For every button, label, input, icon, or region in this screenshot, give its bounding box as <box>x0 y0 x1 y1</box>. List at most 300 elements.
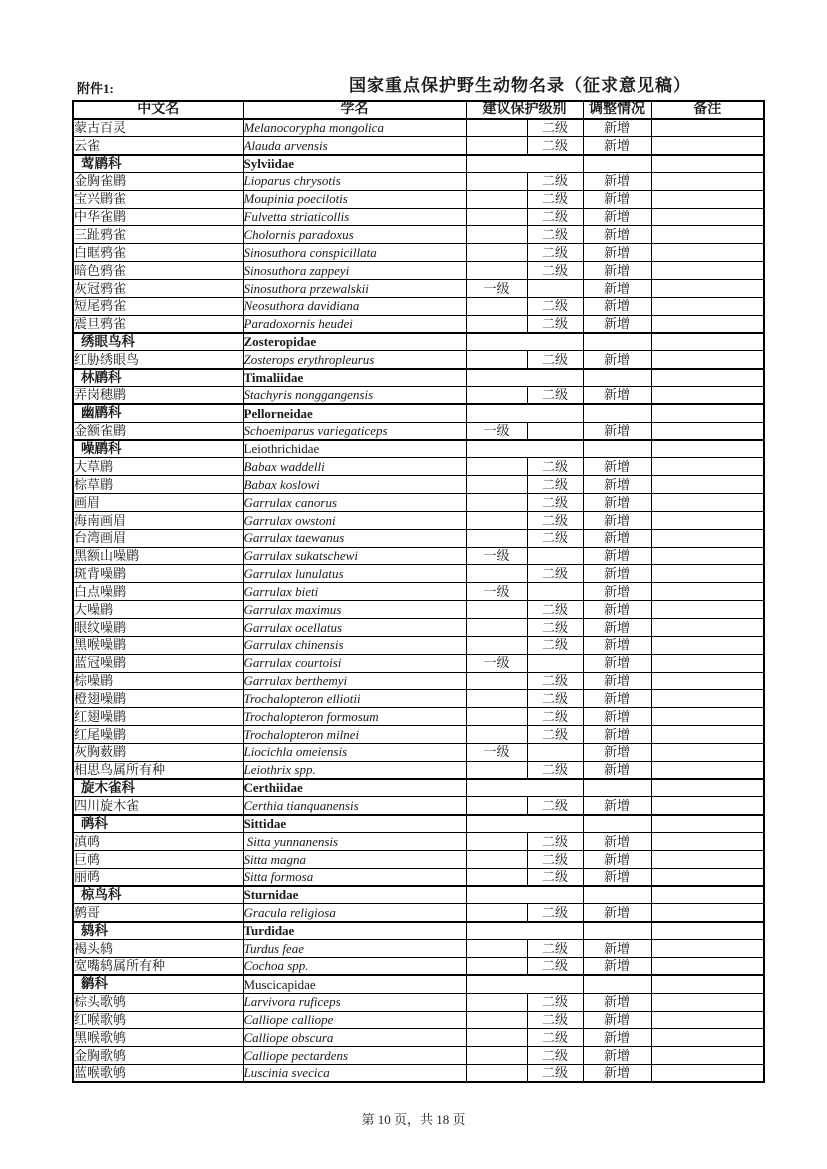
species-row <box>73 993 764 1011</box>
protection-level-class1-cell <box>466 708 527 726</box>
chinese-name-cell: 红喉歌鸲 <box>73 1011 243 1029</box>
adjustment-cell <box>583 369 651 387</box>
protection-level-class2-cell: 二级 <box>527 958 583 976</box>
chinese-name-cell: 黑喉噪鹛 <box>73 636 243 654</box>
chinese-name-cell: 中华雀鹛 <box>73 208 243 226</box>
scientific-name-cell: Sturnidae <box>243 886 466 904</box>
scientific-name-cell: Sitta formosa <box>243 868 466 886</box>
protection-level-class1-cell: 一级 <box>466 654 527 672</box>
chinese-name-cell: 黑额山噪鹛 <box>73 547 243 565</box>
adjustment-cell: 新增 <box>583 262 651 280</box>
protection-level-class2-cell: 二级 <box>527 351 583 369</box>
scientific-name-cell: Garrulax taewanus <box>243 529 466 547</box>
adjustment-cell: 新增 <box>583 583 651 601</box>
protection-level-cell <box>466 404 583 422</box>
protection-level-class2-cell: 二级 <box>527 1011 583 1029</box>
family-row <box>73 975 764 993</box>
adjustment-cell: 新增 <box>583 797 651 815</box>
protection-level-class2-cell: 二级 <box>527 208 583 226</box>
adjustment-cell: 新增 <box>583 279 651 297</box>
chinese-name-cell: 大噪鹛 <box>73 601 243 619</box>
chinese-name-cell: 旋木雀科 <box>73 779 243 797</box>
adjustment-cell: 新增 <box>583 476 651 494</box>
protection-level-class1-cell <box>466 297 527 315</box>
protection-level-class1-cell <box>466 618 527 636</box>
chinese-name-cell: 绣眼鸟科 <box>73 333 243 351</box>
scientific-name-cell: Stachyris nonggangensis <box>243 387 466 405</box>
scientific-name-cell: Moupinia poecilotis <box>243 190 466 208</box>
protection-level-class1-cell: 一级 <box>466 422 527 440</box>
remark-cell <box>651 155 764 173</box>
remark-cell <box>651 297 764 315</box>
protection-level-class2-cell: 二级 <box>527 1065 583 1083</box>
chinese-name-cell: 巨䴓 <box>73 850 243 868</box>
column-header-remark: 备注 <box>651 101 764 119</box>
chinese-name-cell: 相思鸟属所有种 <box>73 761 243 779</box>
scientific-name-cell: Larvivora ruficeps <box>243 993 466 1011</box>
remark-cell <box>651 244 764 262</box>
protection-level-class1-cell <box>466 226 527 244</box>
adjustment-cell: 新增 <box>583 654 651 672</box>
chinese-name-cell: 大草鹛 <box>73 458 243 476</box>
remark-cell <box>651 886 764 904</box>
protection-level-class1-cell <box>466 119 527 137</box>
scientific-name-cell: Sittidae <box>243 815 466 833</box>
column-header-scientific-name: 学名 <box>243 101 466 119</box>
scientific-name-cell: Calliope obscura <box>243 1029 466 1047</box>
family-row <box>73 155 764 173</box>
protection-level-class2-cell: 二级 <box>527 244 583 262</box>
remark-cell <box>651 636 764 654</box>
protection-level-class2-cell: 二级 <box>527 297 583 315</box>
protection-level-class2-cell <box>527 743 583 761</box>
adjustment-cell <box>583 404 651 422</box>
scientific-name-cell: Garrulax ocellatus <box>243 618 466 636</box>
chinese-name-cell: 白眶鸦雀 <box>73 244 243 262</box>
species-row <box>73 1065 764 1083</box>
protection-level-cell <box>466 440 583 458</box>
protection-level-class1-cell <box>466 351 527 369</box>
protection-level-class2-cell: 二级 <box>527 565 583 583</box>
adjustment-cell: 新增 <box>583 690 651 708</box>
species-row <box>73 351 764 369</box>
protection-level-class2-cell: 二级 <box>527 797 583 815</box>
chinese-name-cell: 眼纹噪鹛 <box>73 618 243 636</box>
species-row <box>73 654 764 672</box>
table-header <box>73 101 764 119</box>
adjustment-cell: 新增 <box>583 1065 651 1083</box>
chinese-name-cell: 台湾画眉 <box>73 529 243 547</box>
chinese-name-cell: 蓝喉歌鸲 <box>73 1065 243 1083</box>
chinese-name-cell: 䴓科 <box>73 815 243 833</box>
chinese-name-cell: 红尾噪鹛 <box>73 726 243 744</box>
chinese-name-cell: 红翅噪鹛 <box>73 708 243 726</box>
scientific-name-cell: Melanocorypha mongolica <box>243 119 466 137</box>
adjustment-cell: 新增 <box>583 1029 651 1047</box>
chinese-name-cell: 金胸歌鸲 <box>73 1047 243 1065</box>
protection-level-class2-cell: 二级 <box>527 529 583 547</box>
protection-level-class1-cell <box>466 850 527 868</box>
chinese-name-cell: 四川旋木雀 <box>73 797 243 815</box>
adjustment-cell: 新增 <box>583 458 651 476</box>
remark-cell <box>651 779 764 797</box>
scientific-name-cell: Sylviidae <box>243 155 466 173</box>
remark-cell <box>651 1029 764 1047</box>
protection-level-class1-cell <box>466 458 527 476</box>
protection-level-class1-cell <box>466 387 527 405</box>
species-row <box>73 476 764 494</box>
scientific-name-cell: Zosterops erythropleurus <box>243 351 466 369</box>
remark-cell <box>651 422 764 440</box>
protection-level-class2-cell <box>527 547 583 565</box>
scientific-name-cell: Timaliidae <box>243 369 466 387</box>
protection-level-class1-cell <box>466 868 527 886</box>
species-row <box>73 511 764 529</box>
scientific-name-cell: Fulvetta striaticollis <box>243 208 466 226</box>
chinese-name-cell: 黑喉歌鸲 <box>73 1029 243 1047</box>
species-row <box>73 690 764 708</box>
scientific-name-cell: Leiothrix spp. <box>243 761 466 779</box>
chinese-name-cell: 暗色鸦雀 <box>73 262 243 280</box>
adjustment-cell <box>583 975 651 993</box>
species-row <box>73 458 764 476</box>
remark-cell <box>651 494 764 512</box>
remark-cell <box>651 226 764 244</box>
species-row <box>73 226 764 244</box>
table-header-row <box>73 101 764 119</box>
scientific-name-cell: Pellorneidae <box>243 404 466 422</box>
protection-level-class1-cell <box>466 494 527 512</box>
adjustment-cell: 新增 <box>583 565 651 583</box>
remark-cell <box>651 476 764 494</box>
adjustment-cell <box>583 440 651 458</box>
remark-cell <box>651 654 764 672</box>
scientific-name-cell: Trochalopteron formosum <box>243 708 466 726</box>
adjustment-cell: 新增 <box>583 1047 651 1065</box>
protection-level-class2-cell: 二级 <box>527 226 583 244</box>
chinese-name-cell: 宽嘴鸫属所有种 <box>73 958 243 976</box>
scientific-name-cell: Alauda arvensis <box>243 137 466 155</box>
scientific-name-cell: Certhiidae <box>243 779 466 797</box>
family-row <box>73 886 764 904</box>
species-row <box>73 565 764 583</box>
protection-level-class2-cell: 二级 <box>527 993 583 1011</box>
scientific-name-cell: Cochoa spp. <box>243 958 466 976</box>
protection-level-class1-cell <box>466 636 527 654</box>
adjustment-cell <box>583 886 651 904</box>
adjustment-cell <box>583 815 651 833</box>
column-header-adjustment: 调整情况 <box>583 101 651 119</box>
scientific-name-cell: Lioparus chrysotis <box>243 172 466 190</box>
protection-level-class1-cell <box>466 1065 527 1083</box>
scientific-name-cell: Paradoxornis heudei <box>243 315 466 333</box>
remark-cell <box>651 190 764 208</box>
protection-level-class1-cell <box>466 172 527 190</box>
protection-level-class1-cell: 一级 <box>466 547 527 565</box>
protection-level-cell <box>466 333 583 351</box>
chinese-name-cell: 云雀 <box>73 137 243 155</box>
protection-level-class2-cell: 二级 <box>527 618 583 636</box>
remark-cell <box>651 440 764 458</box>
chinese-name-cell: 鹟科 <box>73 975 243 993</box>
species-row <box>73 547 764 565</box>
species-row <box>73 494 764 512</box>
remark-cell <box>651 708 764 726</box>
chinese-name-cell: 红胁绣眼鸟 <box>73 351 243 369</box>
protection-level-class2-cell: 二级 <box>527 315 583 333</box>
scientific-name-cell: Sinosuthora conspicillata <box>243 244 466 262</box>
scientific-name-cell: Garrulax bieti <box>243 583 466 601</box>
chinese-name-cell: 短尾鸦雀 <box>73 297 243 315</box>
adjustment-cell: 新增 <box>583 833 651 851</box>
protection-level-class1-cell <box>466 958 527 976</box>
chinese-name-cell: 幽鹛科 <box>73 404 243 422</box>
remark-cell <box>651 833 764 851</box>
protection-level-class2-cell: 二级 <box>527 262 583 280</box>
species-row <box>73 137 764 155</box>
species-row <box>73 797 764 815</box>
species-row <box>73 172 764 190</box>
family-row <box>73 815 764 833</box>
remark-cell <box>651 369 764 387</box>
remark-cell <box>651 922 764 940</box>
species-row <box>73 262 764 280</box>
scientific-name-cell: Gracula religiosa <box>243 904 466 922</box>
adjustment-cell: 新增 <box>583 315 651 333</box>
adjustment-cell: 新增 <box>583 958 651 976</box>
remark-cell <box>651 690 764 708</box>
protection-level-cell <box>466 886 583 904</box>
species-table-body <box>73 119 764 1083</box>
adjustment-cell <box>583 922 651 940</box>
scientific-name-cell: Certhia tianquanensis <box>243 797 466 815</box>
scientific-name-cell: Cholornis paradoxus <box>243 226 466 244</box>
attachment-label: 附件1: <box>77 81 114 96</box>
scientific-name-cell: Muscicapidae <box>243 975 466 993</box>
remark-cell <box>651 815 764 833</box>
scientific-name-cell: Sitta yunnanensis <box>243 833 466 851</box>
remark-cell <box>651 511 764 529</box>
adjustment-cell: 新增 <box>583 137 651 155</box>
protection-level-cell <box>466 779 583 797</box>
adjustment-cell: 新增 <box>583 172 651 190</box>
protection-level-class1-cell <box>466 476 527 494</box>
remark-cell <box>651 333 764 351</box>
protection-level-class2-cell: 二级 <box>527 137 583 155</box>
chinese-name-cell: 橙翅噪鹛 <box>73 690 243 708</box>
protection-level-cell <box>466 975 583 993</box>
adjustment-cell: 新增 <box>583 226 651 244</box>
adjustment-cell: 新增 <box>583 601 651 619</box>
protection-level-class2-cell: 二级 <box>527 387 583 405</box>
species-row <box>73 904 764 922</box>
protection-level-class1-cell <box>466 797 527 815</box>
remark-cell <box>651 672 764 690</box>
page-number-footer: 第 10 页，共 18 页 <box>361 1112 466 1127</box>
scientific-name-cell: Babax waddelli <box>243 458 466 476</box>
adjustment-cell: 新增 <box>583 547 651 565</box>
protection-level-class2-cell: 二级 <box>527 833 583 851</box>
chinese-name-cell: 椋鸟科 <box>73 886 243 904</box>
adjustment-cell: 新增 <box>583 761 651 779</box>
adjustment-cell: 新增 <box>583 208 651 226</box>
species-row <box>73 868 764 886</box>
protection-level-cell <box>466 369 583 387</box>
chinese-name-cell: 画眉 <box>73 494 243 512</box>
remark-cell <box>651 1047 764 1065</box>
adjustment-cell: 新增 <box>583 672 651 690</box>
adjustment-cell: 新增 <box>583 708 651 726</box>
species-row <box>73 636 764 654</box>
remark-cell <box>651 529 764 547</box>
chinese-name-cell: 弄岗穗鹛 <box>73 387 243 405</box>
chinese-name-cell: 金额雀鹛 <box>73 422 243 440</box>
adjustment-cell: 新增 <box>583 529 651 547</box>
chinese-name-cell: 棕草鹛 <box>73 476 243 494</box>
chinese-name-cell: 金胸雀鹛 <box>73 172 243 190</box>
adjustment-cell: 新增 <box>583 119 651 137</box>
protection-level-class1-cell <box>466 761 527 779</box>
remark-cell <box>651 618 764 636</box>
remark-cell <box>651 547 764 565</box>
species-row <box>73 833 764 851</box>
adjustment-cell: 新增 <box>583 850 651 868</box>
chinese-name-cell: 海南画眉 <box>73 511 243 529</box>
protection-level-class2-cell: 二级 <box>527 494 583 512</box>
chinese-name-cell: 滇䴓 <box>73 833 243 851</box>
protection-level-class1-cell <box>466 940 527 958</box>
chinese-name-cell: 白点噪鹛 <box>73 583 243 601</box>
protection-level-class1-cell <box>466 690 527 708</box>
scientific-name-cell: Zosteropidae <box>243 333 466 351</box>
scientific-name-cell: Garrulax owstoni <box>243 511 466 529</box>
chinese-name-cell: 棕头歌鸲 <box>73 993 243 1011</box>
remark-cell <box>651 904 764 922</box>
chinese-name-cell: 丽䴓 <box>73 868 243 886</box>
species-row <box>73 708 764 726</box>
adjustment-cell: 新增 <box>583 351 651 369</box>
protection-level-class1-cell <box>466 262 527 280</box>
protection-level-class1-cell <box>466 511 527 529</box>
remark-cell <box>651 1011 764 1029</box>
scientific-name-cell: Garrulax sukatschewi <box>243 547 466 565</box>
adjustment-cell: 新增 <box>583 904 651 922</box>
protection-level-class2-cell: 二级 <box>527 476 583 494</box>
scientific-name-cell: Garrulax chinensis <box>243 636 466 654</box>
protection-level-class2-cell: 二级 <box>527 601 583 619</box>
species-row <box>73 315 764 333</box>
species-row <box>73 601 764 619</box>
species-row <box>73 208 764 226</box>
protection-level-class2-cell: 二级 <box>527 708 583 726</box>
scientific-name-cell: Neosuthora davidiana <box>243 297 466 315</box>
species-row <box>73 743 764 761</box>
species-row <box>73 850 764 868</box>
adjustment-cell: 新增 <box>583 1011 651 1029</box>
adjustment-cell: 新增 <box>583 618 651 636</box>
protection-level-class2-cell: 二级 <box>527 850 583 868</box>
remark-cell <box>651 1065 764 1083</box>
species-row <box>73 119 764 137</box>
protection-level-class1-cell: 一级 <box>466 743 527 761</box>
scientific-name-cell: Garrulax berthemyi <box>243 672 466 690</box>
family-row <box>73 333 764 351</box>
chinese-name-cell: 棕噪鹛 <box>73 672 243 690</box>
remark-cell <box>651 797 764 815</box>
protection-level-cell <box>466 815 583 833</box>
protection-level-class2-cell: 二级 <box>527 511 583 529</box>
species-row <box>73 583 764 601</box>
remark-cell <box>651 565 764 583</box>
species-row <box>73 297 764 315</box>
chinese-name-cell: 林鹛科 <box>73 369 243 387</box>
remark-cell <box>651 458 764 476</box>
species-row <box>73 244 764 262</box>
remark-cell <box>651 993 764 1011</box>
adjustment-cell <box>583 333 651 351</box>
scientific-name-cell: Trochalopteron elliotii <box>243 690 466 708</box>
species-row <box>73 190 764 208</box>
remark-cell <box>651 404 764 422</box>
protection-level-class1-cell: 一级 <box>466 583 527 601</box>
remark-cell <box>651 868 764 886</box>
protection-level-class1-cell <box>466 601 527 619</box>
scientific-name-cell: Babax koslowi <box>243 476 466 494</box>
page-title: 国家重点保护野生动物名录（征求意见稿） <box>349 76 691 95</box>
protection-level-class2-cell: 二级 <box>527 190 583 208</box>
scientific-name-cell: Turdus feae <box>243 940 466 958</box>
adjustment-cell: 新增 <box>583 422 651 440</box>
remark-cell <box>651 975 764 993</box>
scientific-name-cell: Garrulax maximus <box>243 601 466 619</box>
chinese-name-cell: 三趾鸦雀 <box>73 226 243 244</box>
species-row <box>73 279 764 297</box>
protection-level-class2-cell <box>527 279 583 297</box>
adjustment-cell <box>583 779 651 797</box>
remark-cell <box>651 208 764 226</box>
scientific-name-cell: Leiothrichidae <box>243 440 466 458</box>
scientific-name-cell: Liocichla omeiensis <box>243 743 466 761</box>
protection-level-class2-cell <box>527 654 583 672</box>
protection-level-class2-cell: 二级 <box>527 1029 583 1047</box>
chinese-name-cell: 噪鹛科 <box>73 440 243 458</box>
species-row <box>73 940 764 958</box>
remark-cell <box>651 137 764 155</box>
chinese-name-cell: 斑背噪鹛 <box>73 565 243 583</box>
protection-level-class2-cell: 二级 <box>527 1047 583 1065</box>
remark-cell <box>651 351 764 369</box>
adjustment-cell: 新增 <box>583 743 651 761</box>
protection-level-class2-cell: 二级 <box>527 904 583 922</box>
protection-level-class2-cell: 二级 <box>527 868 583 886</box>
adjustment-cell: 新增 <box>583 726 651 744</box>
chinese-name-cell: 蒙古百灵 <box>73 119 243 137</box>
scientific-name-cell: Luscinia svecica <box>243 1065 466 1083</box>
chinese-name-cell: 蓝冠噪鹛 <box>73 654 243 672</box>
protection-level-cell <box>466 155 583 173</box>
protection-level-class1-cell <box>466 529 527 547</box>
protection-level-class1-cell <box>466 208 527 226</box>
scientific-name-cell: Calliope calliope <box>243 1011 466 1029</box>
adjustment-cell: 新增 <box>583 993 651 1011</box>
scientific-name-cell: Trochalopteron milnei <box>243 726 466 744</box>
scientific-name-cell: Sitta magna <box>243 850 466 868</box>
column-header-chinese-name: 中文名 <box>73 101 243 119</box>
remark-cell <box>651 279 764 297</box>
species-row <box>73 422 764 440</box>
remark-cell <box>651 172 764 190</box>
chinese-name-cell: 宝兴鹛雀 <box>73 190 243 208</box>
